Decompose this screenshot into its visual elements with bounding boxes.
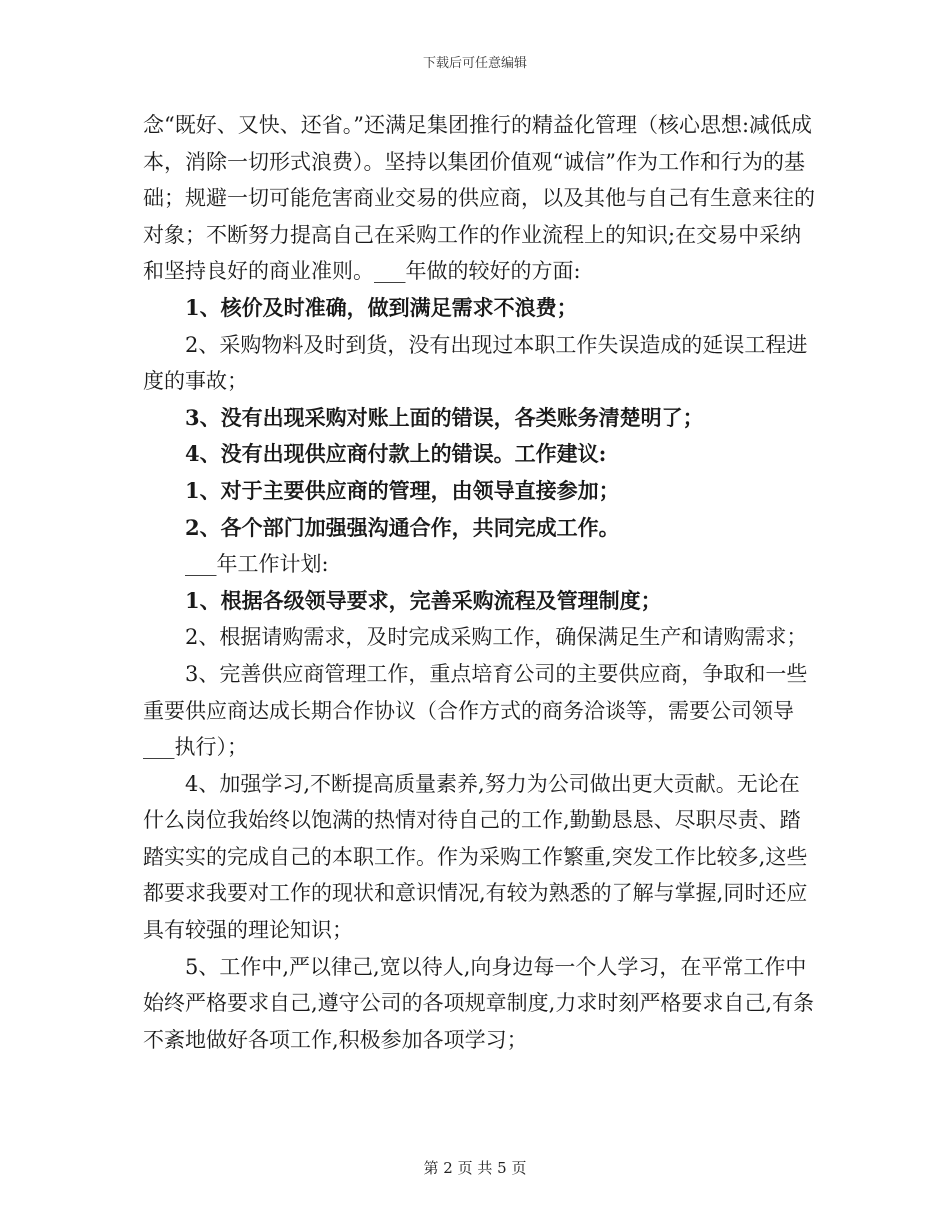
paragraph-suggestion-2: 2、各个部门加强强沟通合作，共同完成工作。 <box>185 514 620 540</box>
paragraph-suggestion-1: 1、对于主要供应商的管理，由领导直接参加； <box>185 477 620 503</box>
paragraph-plan-3: 3、完善供应商管理工作，重点培育公司的主要供应商，争取和一些重要供应商达成长期合作协议（合作方式的商务洽谈等，需要公司领导___执行）； <box>143 661 808 760</box>
page-header: 下载后可任意编辑 <box>422 56 527 71</box>
paragraph-plan-1: 1、根据各级领导要求，完善采购流程及管理制度； <box>185 587 662 613</box>
paragraph-achievement-2: 2、采购物料及时到货，没有出现过本职工作失误造成的延误工程进度的事故； <box>143 332 808 394</box>
paragraph-achievement-4: 4、没有出现供应商付款上的错误。工作建议: <box>185 441 607 467</box>
paragraph-achievement-1: 1、核价及时准确，做到满足需求不浪费； <box>185 294 578 320</box>
paragraph-intro: 念“既好、又快、还省。”还满足集团推行的精益化管理（核心思想:减低成本，消除一切形式浪费）。坚持以集团价值观“诚信”作为工作和行为的基础；规避一切可能危害商业交易的供应商，以及其他与自己有生意来往的对象；不断努力提高自己在采购工作的作业流程上的知识;在交易中采纳和坚持良好的商业准则。___年做的较好的方面: <box>143 113 815 284</box>
paragraph-plan-heading: ___年工作计划: <box>185 552 329 577</box>
paragraph-achievement-3: 3、没有出现采购对账上面的错误，各类账务清楚明了； <box>185 404 704 430</box>
paragraph-plan-5: 5、工作中,严以律己,宽以待人,向身边每一个人学习，在平常工作中始终严格要求自己,遵守公司的各项规章制度,力求时刻严格要求自己,有条不紊地做好各项工作,积极参加各项学习； <box>143 954 815 1052</box>
document-body <box>143 107 815 1058</box>
paragraph-plan-4: 4、加强学习,不断提高质量素养,努力为公司做出更大贡献。无论在什么岗位我始终以饱满的热情对待自己的工作,勤勤恳恳、尽职尽责、踏踏实实的完成自己的本职工作。作为采购工作繁重,突发工作比较多,这些都要求我要对工作的现状和意识情况,有较为熟悉的了解与掌握,同时还应具有较强的理论知识； <box>143 771 808 943</box>
page-number: 第 2 页 共 5 页 <box>423 1159 527 1177</box>
paragraph-plan-2: 2、根据请购需求，及时完成采购工作，确保满足生产和请购需求； <box>185 625 808 650</box>
